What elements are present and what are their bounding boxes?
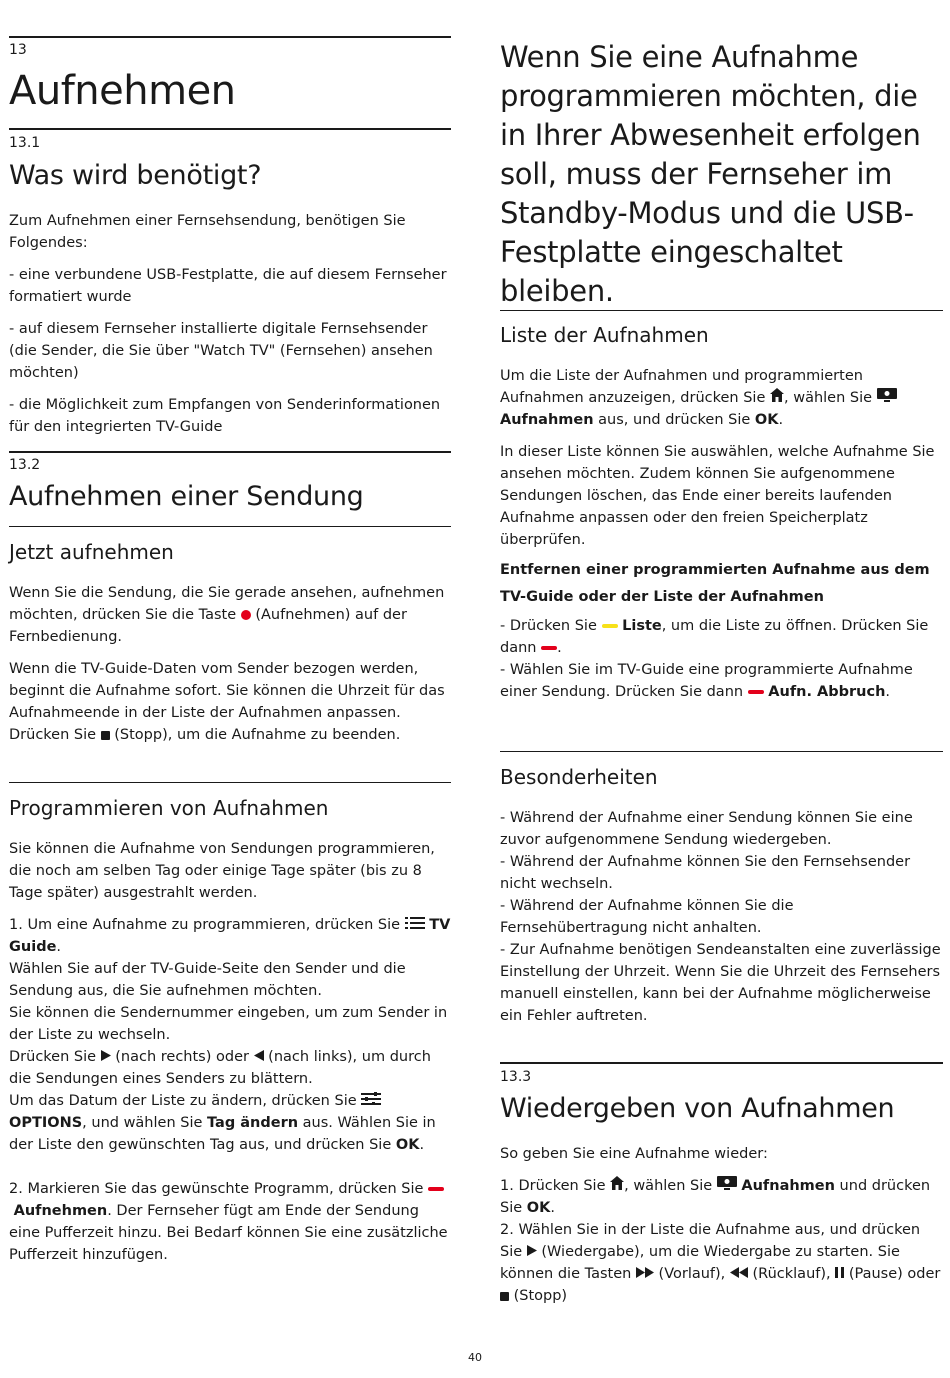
change-day-label: Tag ändern <box>207 1115 299 1131</box>
text-span: . <box>778 412 784 428</box>
page-number: 40 <box>468 1351 482 1364</box>
text-span: . <box>885 684 891 700</box>
recordings-icon <box>877 387 897 409</box>
standby-note: Wenn Sie eine Aufnahme programmieren möchten, die in Ihrer Abwesenheit erfolgen soll, muss der Fernseher im Standby-Modus und die USB-Festplatte eingeschaltet bleiben. <box>500 40 921 308</box>
chapter-rule <box>9 36 451 38</box>
rewind-icon <box>730 1263 748 1285</box>
list-paragraph: In dieser Liste können Sie auswählen, welche Aufnahme Sie ansehen möchten. Zudem können Sie aufgenommene Sendungen löschen, das Ende einer bereits laufenden Aufnahme anpassen oder den freien Speicherplatz überprüfen. <box>500 444 935 548</box>
playback-block <box>500 1143 943 1307</box>
text-span: Wählen Sie auf der TV-Guide-Seite den Sender und die Sendung aus, die Sie aufnehmen möchten. <box>9 961 406 999</box>
subsection-rule <box>500 310 943 311</box>
text-span: . <box>557 640 562 656</box>
ok-label: OK <box>526 1200 551 1216</box>
subsection-rule <box>9 782 451 783</box>
tv-guide-label: TV Guide <box>9 917 451 955</box>
options-label: OPTIONS <box>9 1115 83 1131</box>
program-step-2 <box>9 1178 451 1266</box>
text-span: . <box>419 1137 425 1153</box>
playback-intro: So geben Sie eine Aufnahme wieder: <box>500 1146 768 1162</box>
section-title: Was wird benötigt? <box>9 160 262 191</box>
text-span: Drücken Sie <box>9 1049 101 1065</box>
text-span: aus, und drücken Sie <box>593 412 755 428</box>
section-number: 13.3 <box>500 1069 532 1085</box>
recordings-label: Aufnahmen <box>500 412 594 428</box>
text-span: (Vorlauf), <box>653 1266 730 1282</box>
program-block <box>9 838 451 1266</box>
text-span: und drücken Sie <box>500 1178 931 1216</box>
chapter-number: 13 <box>9 42 27 58</box>
list-paragraph <box>500 365 943 431</box>
arrow-left-icon <box>254 1046 264 1068</box>
special-item: - Während der Aufnahme können Sie den Fernsehsender nicht wechseln. <box>500 854 911 892</box>
subsection-title: Programmieren von Aufnahmen <box>9 796 329 820</box>
remove-steps <box>500 615 943 703</box>
special-item: - Zur Aufnahme benötigen Sendeanstalten eine zuverlässige Einstellung der Uhrzeit. Wenn Sie die Uhrzeit des Fernsehers manuell einstellen, kann bei der Aufnahme möglicherweise ein Fehler auftreten. <box>500 942 941 1024</box>
text-span: Sie können die Sendernummer eingeben, um zum Sender in der Liste zu wechseln. <box>9 1005 448 1043</box>
pause-icon <box>835 1263 844 1285</box>
section-number: 13.1 <box>9 135 41 151</box>
program-step-1 <box>9 914 451 1156</box>
record-icon <box>241 610 251 620</box>
options-icon <box>361 1090 381 1112</box>
ok-label: OK <box>395 1137 420 1153</box>
ok-label: OK <box>754 412 779 428</box>
text-span: . <box>56 939 62 955</box>
text-span: . <box>550 1200 555 1216</box>
red-key-icon <box>541 646 557 650</box>
stop-icon <box>500 1292 509 1301</box>
text-span: Um die Liste der Aufnahmen und programmierten Aufnahmen anzuzeigen, drücken Sie <box>500 368 863 406</box>
text-span: Um das Datum der Liste zu ändern, drücken Sie <box>9 1093 362 1109</box>
text-span: Wenn die TV-Guide-Daten vom Sender bezogen werden, beginnt die Aufnahme sofort. Sie können die Uhrzeit für das Aufnahmeende in der Liste der Aufnahmen anpassen. Drücken Sie <box>9 661 445 743</box>
home-icon <box>610 1175 624 1197</box>
section-title: Aufnehmen einer Sendung <box>9 481 364 512</box>
text-span: aus. Wählen Sie in der Liste den gewünschten Tag aus, und drücken Sie <box>9 1115 436 1153</box>
section-number: 13.2 <box>9 457 41 473</box>
text-span: (Stopp), um die Aufnahme zu beenden. <box>109 727 401 743</box>
section-title: Wiedergeben von Aufnahmen <box>500 1093 895 1124</box>
text-span: (nach rechts) oder <box>110 1049 254 1065</box>
arrow-right-icon <box>101 1046 111 1068</box>
home-icon <box>770 387 784 409</box>
section-rule <box>9 128 451 130</box>
special-block <box>500 807 943 1027</box>
play-icon <box>527 1241 537 1263</box>
text-span: , und wählen Sie <box>82 1115 208 1131</box>
special-item: - Während der Aufnahme können Sie die Fernsehübertragung nicht anhalten. <box>500 898 794 936</box>
text-span: , wählen Sie <box>624 1178 717 1194</box>
text-span: (Pause) oder <box>844 1266 941 1282</box>
text-span: 2. Wählen Sie in der Liste die Aufnahme aus, und drücken Sie <box>500 1222 921 1260</box>
list-label: Liste <box>622 618 662 634</box>
requirement-item: - auf diesem Fernseher installierte digitale Fernsehsender (die Sender, die Sie über "Watch TV" (Fernsehen) ansehen möchten) <box>9 321 433 381</box>
stop-icon <box>101 731 110 740</box>
text-span: (nach links), um durch die Sendungen eines Senders zu blättern. <box>9 1049 431 1087</box>
text-span: , um die Liste zu öffnen. Drücken Sie dann <box>500 618 929 656</box>
tv-guide-icon <box>405 914 425 936</box>
red-key-icon <box>748 690 764 694</box>
text-span: (Stopp) <box>509 1288 568 1304</box>
subsection-title: Jetzt aufnehmen <box>9 540 174 564</box>
text-span: (Rücklauf), <box>747 1266 836 1282</box>
section-rule <box>9 451 451 453</box>
text-span: 1. Drücken Sie <box>500 1178 611 1194</box>
record-label: Aufnehmen <box>13 1203 108 1219</box>
list-block <box>500 365 943 703</box>
subsection-title: Liste der Aufnahmen <box>500 323 709 347</box>
text-span: (Aufnehmen) auf der Fernbedienung. <box>9 607 407 645</box>
red-key-icon <box>428 1187 444 1191</box>
text-span: 2. Markieren Sie das gewünschte Programm, drücken Sie <box>9 1181 429 1197</box>
special-item: - Während der Aufnahme einer Sendung können Sie eine zuvor aufgenommene Sendung wiedergeben. <box>500 810 913 848</box>
remove-heading: Entfernen einer programmierten Aufnahme aus dem TV-Guide oder der Liste der Aufnahmen <box>500 562 930 605</box>
recordings-icon <box>717 1175 737 1197</box>
requirement-item: - eine verbundene USB-Festplatte, die auf diesem Fernseher formatiert wurde <box>9 267 447 305</box>
chapter-title: Aufnehmen <box>9 68 236 114</box>
abort-label: Aufn. Abbruch <box>768 684 886 700</box>
text-span: - Drücken Sie <box>500 618 602 634</box>
text-span: (Wiedergabe), um die Wiedergabe zu starten. Sie können die Tasten <box>500 1244 900 1282</box>
section-rule <box>500 1062 943 1064</box>
subsection-title: Besonderheiten <box>500 765 658 789</box>
text-span: - Wählen Sie im TV-Guide eine programmierte Aufnahme einer Sendung. Drücken Sie dann <box>500 662 913 700</box>
text-span: Wenn Sie die Sendung, die Sie gerade ansehen, aufnehmen möchten, drücken Sie die Taste <box>9 585 445 623</box>
yellow-key-icon <box>602 624 618 628</box>
program-intro: Sie können die Aufnahme von Sendungen programmieren, die noch am selben Tag oder einige Tage später (bis zu 8 Tage später) ausgestrahlt werden. <box>9 841 435 901</box>
fast-forward-icon <box>636 1263 654 1285</box>
recordings-label: Aufnahmen <box>741 1178 835 1194</box>
record-now-paragraph <box>9 582 451 648</box>
requirements-block <box>9 210 451 438</box>
record-now-paragraph <box>9 658 451 746</box>
subsection-rule <box>9 526 451 527</box>
requirement-item: - die Möglichkeit zum Empfangen von Senderinformationen für den integrierten TV-Guide <box>9 397 441 435</box>
text-span: 1. Um eine Aufnahme zu programmieren, drücken Sie <box>9 917 405 933</box>
requirements-intro: Zum Aufnehmen einer Fernsehsendung, benötigen Sie Folgendes: <box>9 213 406 251</box>
subsection-rule <box>500 751 943 752</box>
playback-steps <box>500 1175 943 1307</box>
text-span: , wählen Sie <box>784 390 877 406</box>
text-span: . Der Fernseher fügt am Ende der Sendung eine Pufferzeit hinzu. Bei Bedarf können Sie eine zusätzliche Pufferzeit hinzufügen. <box>9 1203 448 1263</box>
record-now-block <box>9 582 451 746</box>
